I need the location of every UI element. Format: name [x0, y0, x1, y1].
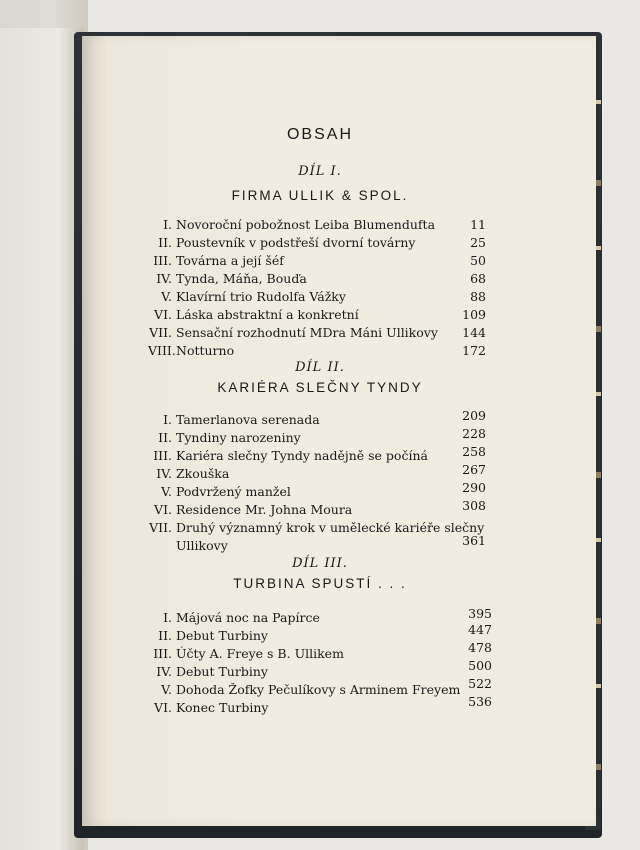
chapter-number: IV. [156, 466, 172, 481]
chapter-page: 68 [470, 271, 486, 286]
part-title: TURBINA SPUSTÍ . . . [233, 576, 407, 591]
chapter-title: Sensační rozhodnutí MDra Máni Ullikovy [176, 325, 438, 340]
chapter-page: 172 [462, 343, 486, 358]
chapter-title: Druhý významný krok v umělecké kariéře slečny [176, 520, 485, 535]
chapter-title-continued: Ullikovy [176, 538, 228, 553]
chapter-number: II. [158, 430, 172, 445]
chapter-number: VII. [149, 520, 172, 535]
part-label: DÍL II. [295, 360, 345, 375]
chapter-page: 500 [468, 658, 492, 673]
chapter-number: VI. [154, 502, 172, 517]
chapter-title: Konec Turbiny [176, 700, 269, 715]
chapter-page: 11 [470, 217, 486, 232]
chapter-page: 228 [462, 426, 486, 441]
chapter-page: 478 [468, 640, 492, 655]
chapter-title: Podvržený manžel [176, 484, 291, 499]
chapter-number: I. [163, 610, 172, 625]
chapter-title: Debut Turbiny [176, 628, 268, 643]
contents-heading: OBSAH [286, 126, 353, 143]
chapter-title: Májová noc na Papírce [176, 610, 320, 625]
chapter-number: V. [161, 484, 172, 499]
chapter-title: Tyndiny narozeniny [176, 430, 301, 445]
chapter-title: Láska abstraktní a konkretní [176, 307, 359, 322]
chapter-title: Poustevník v podstřeší dvorní továrny [176, 235, 416, 250]
chapter-page: 109 [462, 307, 486, 322]
chapter-number: VII. [149, 325, 172, 340]
chapter-page: 290 [462, 480, 486, 495]
chapter-page: 536 [468, 694, 492, 709]
chapter-number: I. [163, 217, 172, 232]
chapter-number: VI. [154, 307, 172, 322]
chapter-page: 88 [470, 289, 486, 304]
chapter-title: Novoroční pobožnost Leiba Blumendufta [176, 217, 436, 232]
chapter-number: II. [158, 628, 172, 643]
chapter-page: 308 [462, 498, 486, 513]
chapter-number: V. [161, 289, 172, 304]
chapter-number: III. [153, 448, 172, 463]
chapter-number: III. [153, 253, 172, 268]
chapter-number: III. [153, 646, 172, 661]
chapter-title: Klavírní trio Rudolfa Vážky [176, 289, 346, 304]
chapter-page: 209 [462, 408, 486, 423]
part-title: KARIÉRA SLEČNY TYNDY [217, 380, 423, 395]
chapter-number: VI. [154, 700, 172, 715]
chapter-number: V. [161, 682, 172, 697]
chapter-title: Dohoda Žofky Pečulíkovy s Arminem Freyem [176, 682, 461, 697]
chapter-title: Zkouška [176, 466, 230, 481]
chapter-page: 267 [462, 462, 486, 477]
chapter-title: Residence Mr. Johna Moura [176, 502, 353, 517]
part-label: DÍL I. [298, 164, 342, 179]
chapter-page: 522 [468, 676, 492, 691]
chapter-page: 50 [470, 253, 486, 268]
chapter-title: Tynda, Máňa, Bouďa [176, 271, 307, 286]
chapter-number: IV. [156, 664, 172, 679]
chapter-page: 361 [462, 533, 486, 548]
chapter-page: 144 [462, 325, 486, 340]
chapter-title: Kariéra slečny Tyndy nadějně se počíná [176, 448, 428, 463]
chapter-page: 447 [468, 622, 492, 637]
part-label: DÍL III. [292, 556, 348, 571]
chapter-page: 25 [470, 235, 486, 250]
chapter-title: Továrna a její šéf [176, 253, 284, 268]
chapter-number: I. [163, 412, 172, 427]
chapter-number: VIII. [148, 343, 176, 358]
chapter-page: 395 [468, 606, 492, 621]
chapter-number: IV. [156, 271, 172, 286]
chapter-title: Debut Turbiny [176, 664, 268, 679]
chapter-title: Tamerlanova serenada [176, 412, 320, 427]
chapter-page: 258 [462, 444, 486, 459]
part-title: FIRMA ULLIK & SPOL. [231, 188, 409, 203]
chapter-number: II. [158, 235, 172, 250]
left-page [0, 28, 84, 850]
chapter-title: Účty A. Freye s B. Ullikem [176, 646, 344, 661]
chapter-title: Notturno [176, 343, 235, 358]
